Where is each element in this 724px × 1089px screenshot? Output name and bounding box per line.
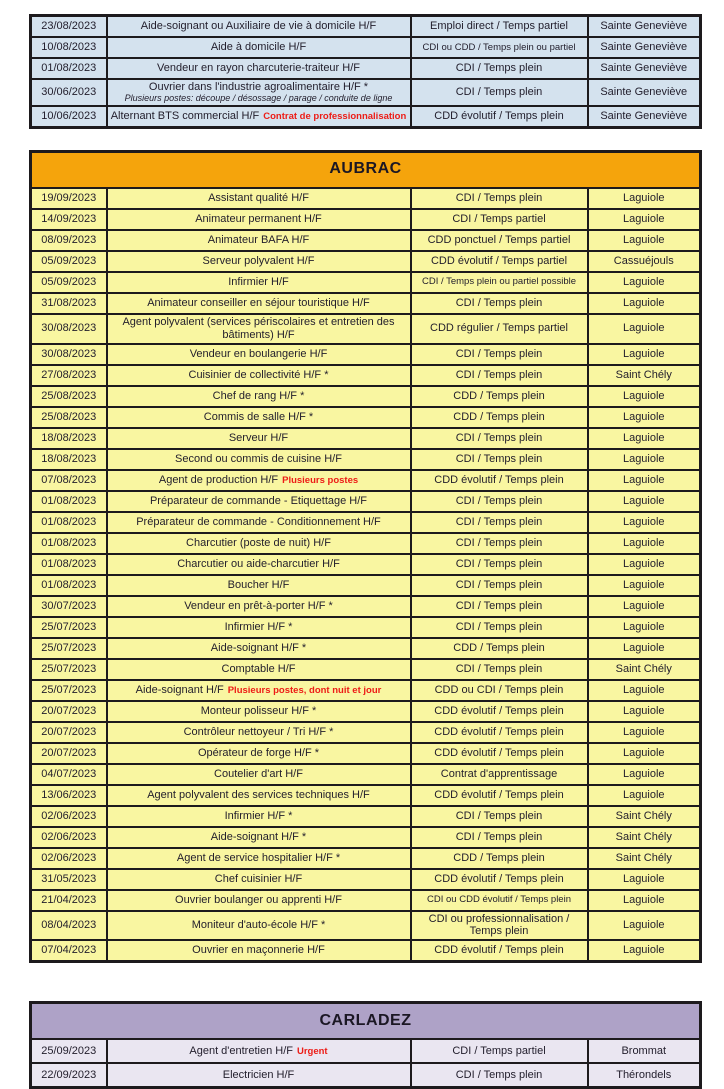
- job-title-cell: [107, 491, 411, 512]
- job-location: Laguiole: [588, 785, 701, 806]
- job-contract: Contrat d'apprentissage: [411, 764, 588, 785]
- job-location: Laguiole: [588, 344, 701, 365]
- job-row: [31, 407, 701, 428]
- job-location: Laguiole: [588, 764, 701, 785]
- jobs-table: [29, 14, 702, 129]
- job-title-cell: [107, 806, 411, 827]
- job-location: Laguiole: [588, 272, 701, 293]
- job-title-text: Serveur polyvalent H/F: [202, 254, 315, 267]
- job-title-cell: [107, 209, 411, 230]
- job-contract: CDI / Temps plein: [411, 428, 588, 449]
- job-title-cell: [107, 79, 411, 106]
- job-title-cell: [107, 106, 411, 128]
- job-title-text: Cuisinier de collectivité H/F *: [188, 368, 329, 381]
- job-location: Laguiole: [588, 512, 701, 533]
- job-title-cell: [107, 743, 411, 764]
- job-title-cell: [107, 911, 411, 941]
- job-location: Laguiole: [588, 680, 701, 701]
- job-location: Laguiole: [588, 407, 701, 428]
- job-contract: CDD régulier / Temps partiel: [411, 314, 588, 344]
- job-contract: Emploi direct / Temps partiel: [411, 16, 588, 38]
- job-date: 25/07/2023: [31, 680, 107, 701]
- job-title-text: Ouvrier dans l'industrie agroalimentaire H/F *: [148, 81, 369, 93]
- job-title-cell: [107, 680, 411, 701]
- job-title-cell: [107, 554, 411, 575]
- job-row: [31, 575, 701, 596]
- job-row: [31, 806, 701, 827]
- job-contract: CDI / Temps plein: [411, 512, 588, 533]
- job-title-text: Chef cuisinier H/F: [214, 872, 303, 885]
- job-date: 18/08/2023: [31, 428, 107, 449]
- job-row: [31, 230, 701, 251]
- job-row: [31, 106, 701, 128]
- job-contract: CDI / Temps plein: [411, 449, 588, 470]
- job-contract: CDD évolutif / Temps plein: [411, 743, 588, 764]
- job-title-cell: [107, 428, 411, 449]
- job-title-cell: [107, 58, 411, 79]
- job-title-cell: [107, 940, 411, 962]
- job-date: 14/09/2023: [31, 209, 107, 230]
- job-contract: CDI / Temps plein: [411, 596, 588, 617]
- section-header: [31, 1003, 701, 1040]
- job-location: Laguiole: [588, 575, 701, 596]
- job-location: Cassuéjouls: [588, 251, 701, 272]
- job-row: [31, 428, 701, 449]
- job-row: [31, 314, 701, 344]
- job-contract: CDI / Temps plein: [411, 533, 588, 554]
- job-date: 13/06/2023: [31, 785, 107, 806]
- job-row: [31, 764, 701, 785]
- job-title-text: Commis de salle H/F *: [203, 410, 314, 423]
- job-contract: CDI / Temps plein: [411, 491, 588, 512]
- job-row: [31, 470, 701, 491]
- job-title-cell: [107, 722, 411, 743]
- job-date: 25/08/2023: [31, 386, 107, 407]
- job-note-red: Plusieurs postes, dont nuit et jour: [227, 684, 382, 696]
- job-location: Saint Chély: [588, 806, 701, 827]
- job-row: [31, 1039, 701, 1063]
- job-date: 07/04/2023: [31, 940, 107, 962]
- job-contract: CDI / Temps plein: [411, 806, 588, 827]
- job-title-text: Electricien H/F: [222, 1068, 295, 1081]
- job-date: 01/08/2023: [31, 575, 107, 596]
- job-title-cell: [107, 230, 411, 251]
- job-note-red: Urgent: [296, 1045, 328, 1057]
- job-contract: CDD évolutif / Temps plein: [411, 470, 588, 491]
- job-location: Laguiole: [588, 743, 701, 764]
- job-date: 20/07/2023: [31, 743, 107, 764]
- job-row: [31, 365, 701, 386]
- job-row: [31, 251, 701, 272]
- job-row: [31, 491, 701, 512]
- job-date: 31/08/2023: [31, 293, 107, 314]
- job-date: 05/09/2023: [31, 251, 107, 272]
- job-row: [31, 386, 701, 407]
- job-title-text: Boucher H/F: [227, 578, 290, 591]
- job-contract: CDI / Temps plein: [411, 188, 588, 209]
- section-body: [31, 1039, 701, 1088]
- job-title-cell: [107, 512, 411, 533]
- job-title-text: Chef de rang H/F *: [212, 389, 305, 402]
- job-date: 30/08/2023: [31, 314, 107, 344]
- job-date: 25/08/2023: [31, 407, 107, 428]
- job-location: Laguiole: [588, 428, 701, 449]
- job-location: Sainte Geneviève: [588, 106, 701, 128]
- job-title-text: Vendeur en prêt-à-porter H/F *: [184, 599, 333, 612]
- job-date: 10/06/2023: [31, 106, 107, 128]
- job-location: Laguiole: [588, 638, 701, 659]
- job-title-text: Aide-soignant ou Auxiliaire de vie à domicile H/F: [140, 20, 377, 33]
- job-location: Laguiole: [588, 869, 701, 890]
- job-title-text: Assistant qualité H/F: [208, 191, 309, 204]
- job-date: 10/08/2023: [31, 37, 107, 58]
- job-date: 30/06/2023: [31, 79, 107, 106]
- job-contract: CDD évolutif / Temps plein: [411, 869, 588, 890]
- job-contract: CDD ou CDI / Temps plein: [411, 680, 588, 701]
- job-contract: CDI / Temps plein: [411, 293, 588, 314]
- job-row: [31, 869, 701, 890]
- job-row: [31, 659, 701, 680]
- sections-container: [29, 14, 724, 1089]
- job-row: [31, 848, 701, 869]
- job-contract: CDD évolutif / Temps plein: [411, 785, 588, 806]
- job-title-text: Serveur H/F: [228, 431, 289, 444]
- job-title-text: Second ou commis de cuisine H/F: [175, 452, 342, 465]
- job-location: Thérondels: [588, 1063, 701, 1088]
- job-title-text: Vendeur en boulangerie H/F: [189, 347, 328, 360]
- job-location: Brommat: [588, 1039, 701, 1063]
- job-title-text: Aide-soignant H/F *: [210, 641, 307, 654]
- job-location: Laguiole: [588, 386, 701, 407]
- job-title-text: Préparateur de commande - Etiquettage H/F: [149, 494, 368, 507]
- job-row: [31, 209, 701, 230]
- job-title-cell: [107, 314, 411, 344]
- section-title: AUBRAC: [31, 151, 701, 188]
- job-title-text: Alternant BTS commercial H/F: [110, 109, 260, 122]
- job-title-cell: [107, 869, 411, 890]
- job-location: Laguiole: [588, 230, 701, 251]
- job-location: Laguiole: [588, 554, 701, 575]
- job-contract: CDI / Temps partiel: [411, 1039, 588, 1063]
- job-title-text: Infirmier H/F *: [224, 809, 293, 822]
- job-row: [31, 596, 701, 617]
- job-location: Laguiole: [588, 890, 701, 911]
- job-title-cell: [107, 1039, 411, 1063]
- job-date: 19/09/2023: [31, 188, 107, 209]
- job-row: [31, 272, 701, 293]
- job-title-cell: [107, 638, 411, 659]
- job-title-cell: [107, 293, 411, 314]
- section-title: CARLADEZ: [31, 1003, 701, 1040]
- job-contract: CDD évolutif / Temps partiel: [411, 251, 588, 272]
- job-location: Laguiole: [588, 314, 701, 344]
- job-location: Laguiole: [588, 701, 701, 722]
- job-title-text: Infirmier H/F *: [224, 620, 293, 633]
- job-date: 31/05/2023: [31, 869, 107, 890]
- job-location: Laguiole: [588, 470, 701, 491]
- job-title-cell: [107, 386, 411, 407]
- section-header-row: [31, 1003, 701, 1040]
- job-date: 01/08/2023: [31, 554, 107, 575]
- job-title-text: Aide à domicile H/F: [210, 41, 307, 54]
- job-title-cell: [107, 764, 411, 785]
- job-title-cell: [107, 848, 411, 869]
- job-date: 01/08/2023: [31, 512, 107, 533]
- job-location: Saint Chély: [588, 827, 701, 848]
- job-date: 02/06/2023: [31, 848, 107, 869]
- job-contract: CDI / Temps plein ou partiel possible: [411, 272, 588, 293]
- job-location: Saint Chély: [588, 848, 701, 869]
- job-row: [31, 37, 701, 58]
- job-title-cell: [107, 596, 411, 617]
- job-contract: CDI ou professionnalisation / Temps plein: [411, 911, 588, 941]
- job-row: [31, 293, 701, 314]
- job-row: [31, 827, 701, 848]
- section-body: [31, 16, 701, 128]
- job-title-text: Agent polyvalent (services périscolaires et entretien des bâtiments) H/F: [122, 315, 395, 341]
- job-row: [31, 785, 701, 806]
- job-title-cell: [107, 470, 411, 491]
- job-contract: CDI / Temps plein: [411, 365, 588, 386]
- job-location: Saint Chély: [588, 365, 701, 386]
- job-title-cell: [107, 827, 411, 848]
- job-row: [31, 617, 701, 638]
- job-note-red: Contrat de professionnalisation: [263, 110, 407, 122]
- job-title-text: Charcutier ou aide-charcutier H/F: [177, 557, 340, 570]
- job-date: 25/07/2023: [31, 659, 107, 680]
- job-row: [31, 79, 701, 106]
- job-title-cell: [107, 659, 411, 680]
- job-title-text: Animateur permanent H/F: [195, 212, 322, 225]
- job-contract: CDD / Temps plein: [411, 848, 588, 869]
- job-date: 08/09/2023: [31, 230, 107, 251]
- job-row: [31, 16, 701, 38]
- job-date: 25/09/2023: [31, 1039, 107, 1063]
- job-title-cell: [107, 16, 411, 38]
- job-title-text: Charcutier (poste de nuit) H/F: [186, 536, 331, 549]
- job-location: Laguiole: [588, 722, 701, 743]
- job-contract: CDI / Temps partiel: [411, 209, 588, 230]
- job-title-text: Infirmier H/F: [228, 275, 289, 288]
- job-title-cell: [107, 272, 411, 293]
- job-location: Laguiole: [588, 491, 701, 512]
- job-row: [31, 638, 701, 659]
- job-row: [31, 911, 701, 941]
- job-contract: CDD évolutif / Temps plein: [411, 940, 588, 962]
- job-title-text: Animateur conseiller en séjour touristique H/F: [147, 296, 370, 309]
- job-contract: CDI / Temps plein: [411, 1063, 588, 1088]
- job-row: [31, 940, 701, 962]
- job-date: 21/04/2023: [31, 890, 107, 911]
- job-title-cell: [107, 617, 411, 638]
- jobs-table: [29, 150, 702, 964]
- job-contract: CDI ou CDD / Temps plein ou partiel: [411, 37, 588, 58]
- job-contract: CDI / Temps plein: [411, 79, 588, 106]
- job-title-text: Ouvrier en maçonnerie H/F: [192, 944, 325, 957]
- job-title-text: Agent de service hospitalier H/F *: [176, 851, 341, 864]
- job-title-cell: [107, 890, 411, 911]
- job-title-cell: [107, 188, 411, 209]
- job-title-text: Animateur BAFA H/F: [207, 233, 310, 246]
- job-date: 01/08/2023: [31, 491, 107, 512]
- job-title-cell: [107, 1063, 411, 1088]
- job-date: 25/07/2023: [31, 617, 107, 638]
- job-title-cell: [107, 701, 411, 722]
- job-title-text: Agent de production H/F: [158, 473, 279, 486]
- job-location: Sainte Geneviève: [588, 37, 701, 58]
- job-date: 02/06/2023: [31, 806, 107, 827]
- job-title-text: Opérateur de forge H/F *: [197, 746, 320, 759]
- job-row: [31, 533, 701, 554]
- job-title-text: Agent polyvalent des services techniques H/F: [147, 788, 370, 801]
- job-contract: CDI / Temps plein: [411, 575, 588, 596]
- job-location: Laguiole: [588, 617, 701, 638]
- job-location: Laguiole: [588, 940, 701, 962]
- job-contract: CDD ponctuel / Temps partiel: [411, 230, 588, 251]
- job-location: Laguiole: [588, 209, 701, 230]
- job-contract: CDD évolutif / Temps plein: [411, 106, 588, 128]
- job-contract: CDI / Temps plein: [411, 58, 588, 79]
- job-title-text: Aide-soignant H/F: [135, 683, 224, 696]
- job-location: Sainte Geneviève: [588, 16, 701, 38]
- job-note-italic: Plusieurs postes: découpe / désossage / parage / conduite de ligne: [124, 92, 393, 103]
- job-contract: CDD / Temps plein: [411, 638, 588, 659]
- job-title-text: Préparateur de commande - Conditionnement H/F: [136, 515, 381, 528]
- job-date: 25/07/2023: [31, 638, 107, 659]
- job-date: 08/04/2023: [31, 911, 107, 941]
- job-location: Laguiole: [588, 293, 701, 314]
- job-title-text: Ouvrier boulanger ou apprenti H/F: [175, 893, 342, 906]
- section-body: [31, 188, 701, 962]
- job-title-text: Monteur polisseur H/F *: [200, 704, 317, 717]
- job-date: 07/08/2023: [31, 470, 107, 491]
- job-contract: CDD / Temps plein: [411, 407, 588, 428]
- job-title-cell: [107, 251, 411, 272]
- job-title-text: Moniteur d'auto-école H/F *: [191, 919, 326, 931]
- jobs-table: [29, 1001, 702, 1089]
- job-contract: CDI / Temps plein: [411, 554, 588, 575]
- job-row: [31, 554, 701, 575]
- job-row: [31, 722, 701, 743]
- job-contract: CDD évolutif / Temps plein: [411, 722, 588, 743]
- job-row: [31, 701, 701, 722]
- job-title-cell: [107, 37, 411, 58]
- job-title-text: Agent d'entretien H/F: [189, 1044, 293, 1057]
- job-title-cell: [107, 785, 411, 806]
- job-title-cell: [107, 449, 411, 470]
- job-title-cell: [107, 407, 411, 428]
- job-title-text: Aide-soignant H/F *: [210, 830, 307, 843]
- job-date: 30/07/2023: [31, 596, 107, 617]
- job-location: Laguiole: [588, 911, 701, 941]
- job-row: [31, 449, 701, 470]
- job-date: 05/09/2023: [31, 272, 107, 293]
- job-contract: CDD / Temps plein: [411, 386, 588, 407]
- job-title-text: Coutelier d'art H/F: [214, 767, 303, 780]
- job-row: [31, 188, 701, 209]
- job-note-red: Plusieurs postes: [282, 474, 359, 486]
- job-date: 30/08/2023: [31, 344, 107, 365]
- job-contract: CDI / Temps plein: [411, 617, 588, 638]
- job-date: 18/08/2023: [31, 449, 107, 470]
- job-location: Laguiole: [588, 449, 701, 470]
- job-row: [31, 344, 701, 365]
- job-date: 27/08/2023: [31, 365, 107, 386]
- job-contract: CDI / Temps plein: [411, 827, 588, 848]
- job-location: Laguiole: [588, 533, 701, 554]
- job-title-text: Vendeur en rayon charcuterie-traiteur H/F: [157, 62, 360, 75]
- job-contract: CDI / Temps plein: [411, 659, 588, 680]
- job-row: [31, 58, 701, 79]
- job-title-cell: [107, 344, 411, 365]
- job-location: Saint Chély: [588, 659, 701, 680]
- job-row: [31, 680, 701, 701]
- job-row: [31, 743, 701, 764]
- section-header: [31, 151, 701, 188]
- job-location: Sainte Geneviève: [588, 79, 701, 106]
- job-location: Laguiole: [588, 596, 701, 617]
- job-date: 02/06/2023: [31, 827, 107, 848]
- job-title-cell: [107, 575, 411, 596]
- job-row: [31, 1063, 701, 1088]
- job-location: Laguiole: [588, 188, 701, 209]
- job-date: 01/08/2023: [31, 533, 107, 554]
- job-date: 20/07/2023: [31, 701, 107, 722]
- job-date: 01/08/2023: [31, 58, 107, 79]
- job-date: 22/09/2023: [31, 1063, 107, 1088]
- job-title-cell: [107, 365, 411, 386]
- job-contract: CDI / Temps plein: [411, 344, 588, 365]
- job-title-text: Contrôleur nettoyeur / Tri H/F *: [183, 725, 334, 738]
- job-row: [31, 512, 701, 533]
- job-contract: CDI ou CDD évolutif / Temps plein: [411, 890, 588, 911]
- job-location: Sainte Geneviève: [588, 58, 701, 79]
- section-header-row: [31, 151, 701, 188]
- job-row: [31, 890, 701, 911]
- job-title-cell: [107, 533, 411, 554]
- job-date: 20/07/2023: [31, 722, 107, 743]
- job-title-text: Comptable H/F: [221, 662, 296, 675]
- job-date: 04/07/2023: [31, 764, 107, 785]
- job-contract: CDD évolutif / Temps plein: [411, 701, 588, 722]
- job-date: 23/08/2023: [31, 16, 107, 38]
